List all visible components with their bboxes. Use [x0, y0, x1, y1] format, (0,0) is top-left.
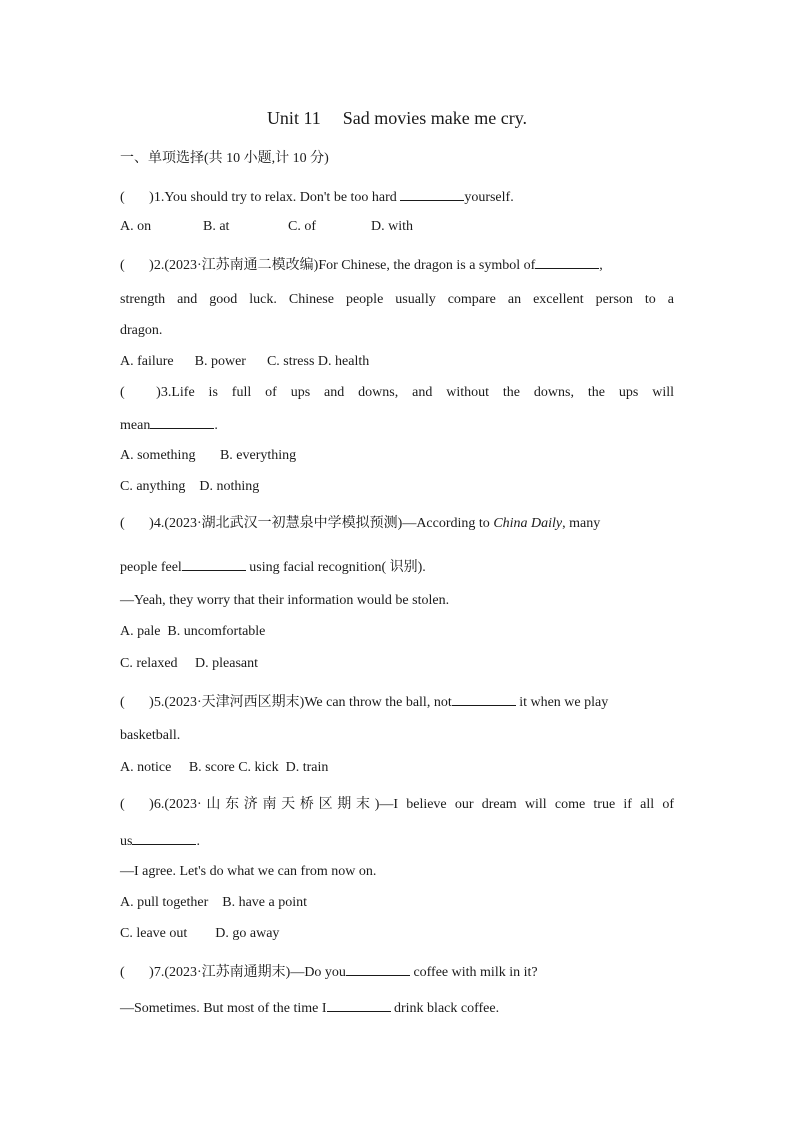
- question-5-tail: it when we play: [519, 695, 609, 710]
- question-4-italic: China Daily: [493, 516, 563, 531]
- question-4-text-end: using facial recognition( 识别).: [249, 560, 426, 575]
- question-2-stem: )2.(2023·江苏南通二模改编)For Chinese, the dragon is a symbol of: [149, 258, 536, 273]
- question-3-line-2: [120, 415, 218, 435]
- question-3-options-2: C. anything D. nothing: [120, 479, 260, 494]
- question-7: [120, 962, 538, 982]
- question-1-options: [120, 218, 413, 236]
- answer-blank: [346, 962, 410, 976]
- question-4-line-3: —Yeah, they worry that their information would be stolen.: [120, 593, 450, 608]
- question-6-options-1: A. pull together B. have a point: [120, 895, 308, 910]
- question-7-text-end: drink black coffee.: [394, 1001, 500, 1016]
- answer-paren: (: [120, 965, 150, 980]
- option-b: B. at: [203, 219, 230, 234]
- title-unit: Unit 11: [266, 108, 321, 128]
- option-a: A. on: [120, 219, 152, 234]
- answer-blank: [150, 415, 214, 429]
- answer-paren: (: [120, 385, 157, 400]
- question-3-options-1: A. something B. everything: [120, 448, 297, 463]
- title-text: Sad movies make me cry.: [342, 108, 528, 128]
- question-5-options: A. notice B. score C. kick D. train: [120, 760, 329, 775]
- answer-blank: [535, 255, 599, 269]
- option-c: C. of: [288, 219, 316, 234]
- question-2-tail: ,: [599, 258, 603, 273]
- question-7-text: —Sometimes. But most of the time I: [120, 1001, 327, 1016]
- answer-blank: [400, 187, 464, 201]
- question-4-tail: , many: [562, 516, 601, 531]
- page-title: [0, 107, 794, 129]
- question-4-stem: )4.(2023·湖北武汉一初慧泉中学模拟预测)—According to: [149, 516, 490, 531]
- section-heading: 一、单项选择(共 10 小题,计 10 分): [120, 151, 329, 166]
- question-2: [120, 255, 603, 275]
- question-5-stem: )5.(2023·天津河西区期末)We can throw the ball, not: [149, 695, 452, 710]
- question-7-stem: )7.(2023·江苏南通期末)—Do you: [149, 965, 346, 980]
- answer-paren: (: [120, 258, 150, 273]
- option-d: D. with: [371, 219, 413, 234]
- question-5: [120, 692, 608, 712]
- answer-blank: [182, 557, 246, 571]
- answer-blank: [327, 998, 391, 1012]
- question-7-line-2: [120, 998, 499, 1018]
- question-2-line-2: strength and good luck. Chinese people usually compare an excellent person to a: [120, 292, 674, 307]
- question-4: [120, 515, 600, 533]
- question-3-stem: )3.Life is full of ups and downs, and without the downs, the ups will: [156, 385, 674, 400]
- question-5-line-2: basketball.: [120, 728, 181, 743]
- question-4-options-2: C. relaxed D. pleasant: [120, 656, 259, 671]
- answer-paren: (: [120, 695, 150, 710]
- question-1: [120, 187, 514, 207]
- question-4-options-1: A. pale B. uncomfortable: [120, 624, 266, 639]
- question-4-line-2: [120, 557, 426, 577]
- question-2-line-3: dragon.: [120, 323, 163, 338]
- question-3-text: mean: [120, 418, 151, 433]
- question-1-tail: yourself.: [464, 190, 514, 205]
- question-6: [120, 796, 674, 814]
- answer-paren: (: [120, 516, 150, 531]
- answer-paren: (: [120, 797, 150, 812]
- question-4-text: people feel: [120, 560, 182, 575]
- question-6-options-2: C. leave out D. go away: [120, 926, 280, 941]
- question-6-end: .: [196, 834, 200, 849]
- question-6-text: us: [120, 834, 133, 849]
- answer-blank: [452, 692, 516, 706]
- question-6-line-3: —I agree. Let's do what we can from now on.: [120, 864, 377, 879]
- question-3-end: .: [214, 418, 218, 433]
- answer-blank: [132, 831, 196, 845]
- question-7-tail: coffee with milk in it?: [413, 965, 538, 980]
- question-6-stem: )6.(2023·山东济南天桥区期末)—I believe our dream will come true if all of: [149, 797, 674, 812]
- answer-paren: (: [120, 190, 150, 205]
- question-3: [120, 384, 674, 402]
- question-1-stem: )1.You should try to relax. Don't be too hard: [149, 190, 397, 205]
- question-6-line-2: [120, 831, 200, 851]
- question-2-options: A. failure B. power C. stress D. health: [120, 354, 370, 369]
